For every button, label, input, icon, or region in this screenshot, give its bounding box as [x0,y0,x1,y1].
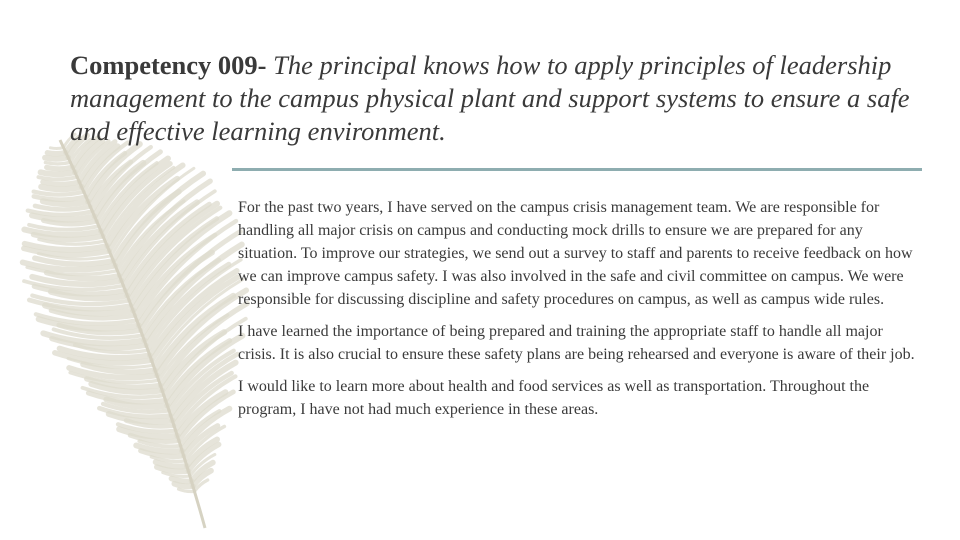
title-divider [232,168,922,171]
paragraph-experience: For the past two years, I have served on the campus crisis management team. We are responsible for handling all major crisis on campus and conducting mock drills to ensure we are prepared for any situation. To improve our strategies, we send out a survey to staff and parents to receive feedback on how we can improve campus safety. I was also involved in the safe and civil committee on campus. We were responsible for discussing discipline and safety procedures on campus, as well as campus wide rules. [238,199,913,308]
body-content [238,196,922,430]
paragraph-goals: I would like to learn more about health and food services as well as transportation. Throughout the program, I have not had much experience in these areas. [238,378,870,418]
competency-description: The principal knows how to apply principles of leadership management to the campus physical plant and support systems to ensure a safe and effective learning environment. [70,50,910,146]
competency-label: Competency 009- [70,50,267,80]
paragraph-learned: I have learned the importance of being prepared and training the appropriate staff to handle all major crisis. It is also crucial to ensure these safety plans are being rehearsed and everyone is aware of their job. [238,323,915,363]
slide-title [70,49,930,148]
